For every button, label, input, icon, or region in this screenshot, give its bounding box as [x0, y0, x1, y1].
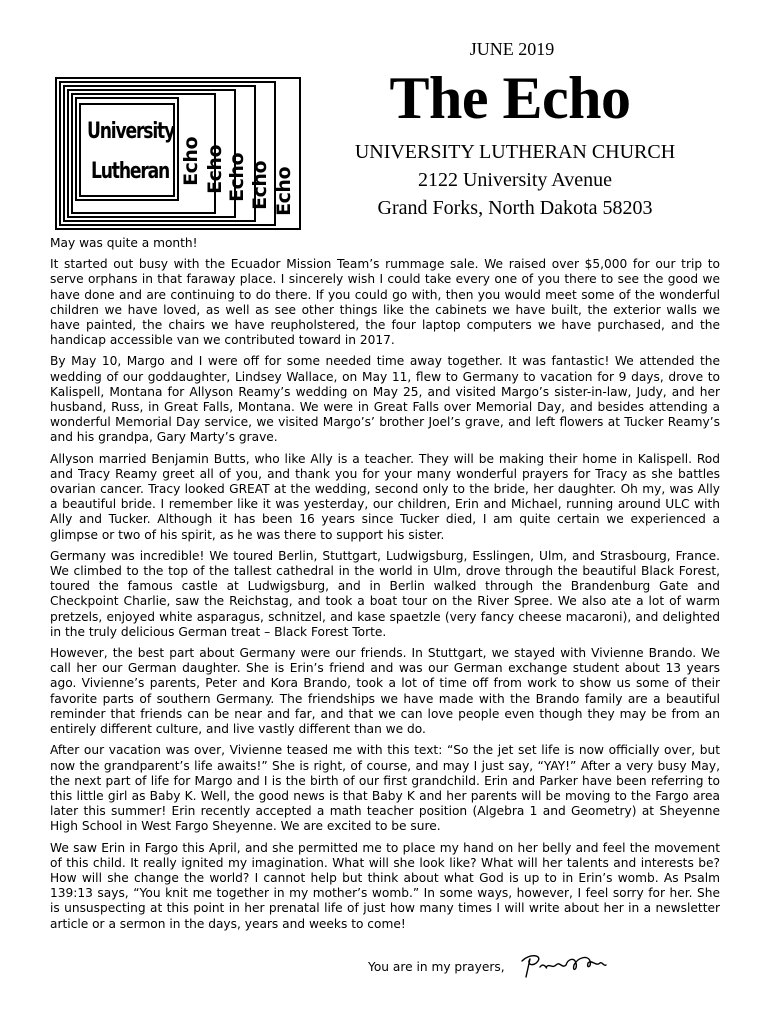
- church-city: Grand Forks, North Dakota 58203: [377, 197, 653, 219]
- logo-echo: Echo: [226, 153, 248, 202]
- issue-date: JUNE 2019: [469, 39, 555, 59]
- letter-closing: You are in my prayers,: [368, 960, 505, 974]
- church-info: [320, 138, 710, 222]
- logo-word-university: University: [87, 119, 175, 144]
- church-name: UNIVERSITY LUTHERAN CHURCH: [354, 141, 676, 163]
- church-address: 2122 University Avenue: [417, 169, 613, 191]
- letter-paragraph: By May 10, Margo and I were off for some needed time away together. It was fantastic! We attended the wedding of our goddaughter, Lindsey Wallace, on May 11, flew to Germany to vacation for 9 days, drove to Kalispell, Montana for Allyson Reamy’s wedding on May 25, and visited Margo’s sister-in-law, Judy, and her husband, Russ, in Great Falls, Montana. We were in Great Falls over Memorial Day, and besides attending a wonderful Memorial Day service, we visited Margo’s’ brother Joel’s grave, and left flowers at Tucker Reamy’s and his grandpa, Gary Marty’s grave.: [50, 354, 720, 445]
- letter-paragraph: It started out busy with the Ecuador Mission Team’s rummage sale. We raised over $5,000 for our trip to serve orphans in that faraway place. I sincerely wish I could take every one of you there to see the good we have done and are continuing to do there. If you could go with, then you would meet some of the wonderful children we have loved, as well as see other things like the cabinets we have built, the exterior walls we have painted, the chairs we have reupholstered, the four laptop computers we have purchased, and the handicap accessible van we contributed toward in 2017.: [50, 257, 720, 348]
- logo-echo: Echo: [249, 161, 271, 210]
- logo-echo: Echo: [204, 145, 226, 194]
- logo-word-lutheran: Lutheran: [91, 159, 170, 184]
- pastor-letter: [50, 236, 720, 938]
- letter-paragraph: Allyson married Benjamin Butts, who like Ally is a teacher. They will be making their home in Kalispell. Rod and Tracy Reamy greet all of you, and thank you for your many wonderful prayers for Tracy as she battles ovarian cancer. Tracy looked GREAT at the wedding, second only to the bride, her daughter. Oh my, was Ally a beautiful bride. I remember like it was yesterday, our children, Erin and Michael, running around ULC with Ally and Tucker. Although it has been 16 years since Tucker died, I am quite certain we experienced a glimpse or two of his spirit, as he was there to support his sister.: [50, 451, 720, 542]
- letter-paragraph: After our vacation was over, Vivienne teased me with this text: “So the jet set life is now officially over, but now the grandparent’s life awaits!” She is right, of course, and may I just say, “YAY!” After a very busy May, the next part of life for Margo and I is the birth of our first grandchild. Erin and Parker have been referring to this little girl as Baby K. Well, the good news is that Baby K and her parents will be moving to the Fargo area later this summer! Erin recently accepted a math teacher position (Algebra 1 and Geometry) at Sheyenne High School in West Fargo Sheyenne. We are excited to be sure.: [50, 743, 720, 834]
- letter-paragraph: May was quite a month!: [50, 236, 198, 250]
- letter-paragraph: We saw Erin in Fargo this April, and she permitted me to place my hand on her belly and feel the movement of this child. It really ignited my imagination. What will she look like? What will her talents and interests be? How will she change the world? I cannot help but think about what God is up to in Erin’s womb. As Psalm 139:13 says, “You knit me together in my mother’s womb.” In some ways, however, I feel sorry for her. She is unsuspecting at this point in her prenatal life of just how many times I will write about her in a newsletter article or a sermon in the days, years and weeks to come!: [50, 840, 720, 931]
- handwritten-signature: [516, 947, 608, 983]
- letter-paragraph: Germany was incredible! We toured Berlin, Stuttgart, Ludwigsburg, Esslingen, Ulm, and Strasbourg, France. We climbed to the top of the tallest cathedral in the world in Ulm, drove through the beautiful Black Forest, toured the famous castle at Ludwigsburg, and in Berlin walked through the Brandenburg Gate and Checkpoint Charlie, saw the Reichstag, and took a boat tour on the River Spree. We also ate a lot of warm pretzels, enjoyed white asparagus, schnitzel, and kase spaetzle (very fancy cheese macaroni), and delighted in the truly delicious German treat – Black Forest Torte.: [50, 548, 720, 639]
- newsletter-title: The Echo: [389, 65, 631, 131]
- letter-paragraph: However, the best part about Germany were our friends. In Stuttgart, we stayed with Vivienne Brando. We call her our German daughter. She is Erin’s friend and was our German exchange student about 13 years ago. Vivienne’s parents, Peter and Kora Brando, took a lot of time off from work to show us some of their favorite parts of southern Germany. The friendships we have made with the Brando family are a beautiful reminder that friends can be near and far, and that we can love people even though they may be from an entirely different culture, and live vastly different than we do.: [50, 646, 720, 737]
- logo-echo: Echo: [180, 137, 202, 186]
- logo-echo: Echo: [273, 167, 295, 216]
- echo-logo: [55, 77, 301, 230]
